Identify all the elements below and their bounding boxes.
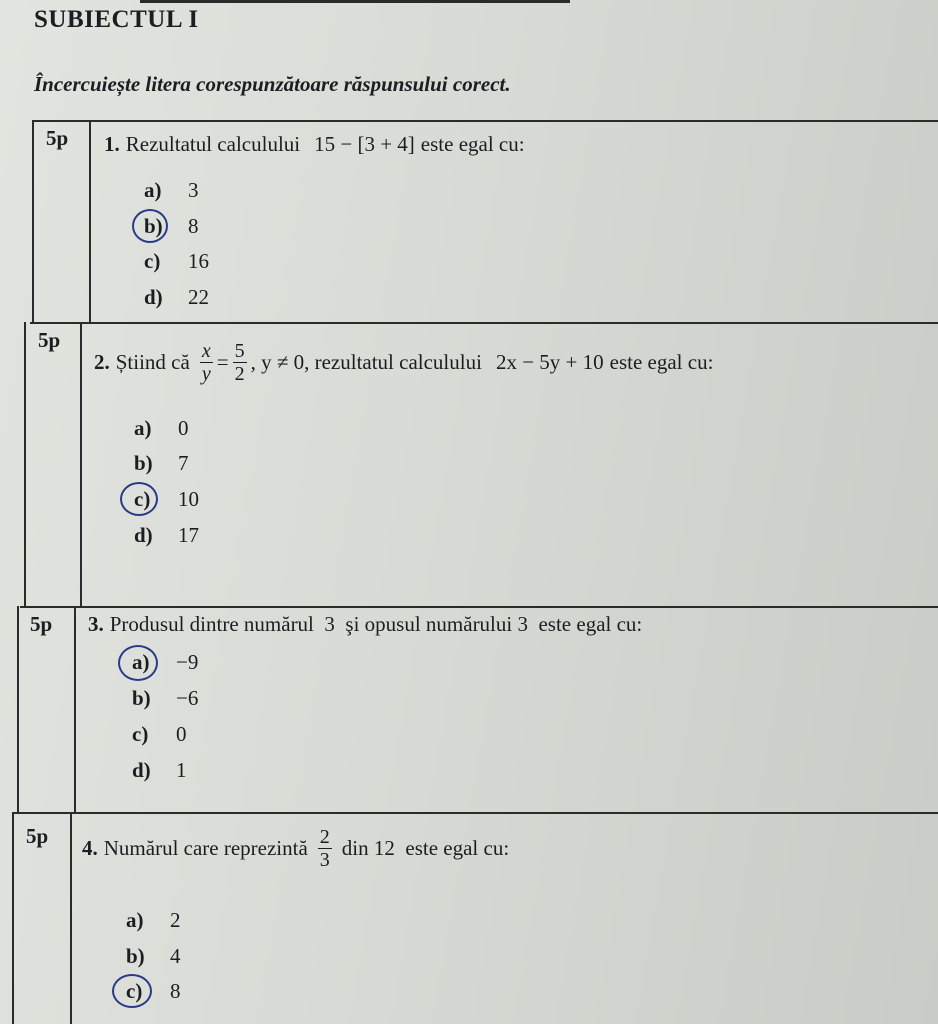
- option-value: 2: [170, 908, 181, 932]
- option-d[interactable]: [144, 285, 209, 310]
- option-letter: a): [132, 650, 150, 674]
- question-3: [88, 612, 642, 637]
- option-value: 1: [176, 758, 187, 782]
- math-expression: 15 − [3 + 4]: [314, 132, 415, 156]
- condition-text: , y ≠ 0: [250, 350, 305, 374]
- question-4: [82, 826, 509, 871]
- page-title: SUBIECTUL I: [34, 6, 199, 33]
- points-label: 5p: [38, 328, 61, 352]
- option-letter: c): [134, 487, 151, 511]
- fraction-denominator: 2: [234, 363, 245, 385]
- option-b[interactable]: [134, 451, 189, 476]
- points-label: 5p: [30, 612, 53, 636]
- points-label: 5p: [26, 824, 49, 848]
- question-number: 3.: [88, 612, 104, 636]
- answer-circle: [112, 974, 152, 1008]
- answer-circle: [120, 482, 158, 516]
- option-c[interactable]: [132, 722, 187, 747]
- option-letter: c): [132, 722, 149, 746]
- option-value: 4: [170, 944, 181, 968]
- question-1: [104, 132, 525, 157]
- option-letter: b): [132, 686, 151, 710]
- table-left-border: [24, 322, 26, 606]
- option-d[interactable]: [132, 758, 187, 783]
- option-d[interactable]: [134, 523, 199, 548]
- math-expression: 2x − 5y + 10: [495, 350, 604, 374]
- question-text: Rezultatul calculului: [125, 132, 301, 156]
- option-value: 7: [178, 451, 189, 475]
- option-letter: c): [144, 249, 161, 273]
- question-2: [94, 340, 713, 385]
- option-letter: a): [126, 908, 144, 932]
- option-a[interactable]: [126, 908, 181, 933]
- question-text: Știind că: [115, 350, 190, 374]
- option-letter: b): [144, 214, 163, 238]
- question-number: 1.: [104, 132, 120, 156]
- fraction-numerator: 2: [319, 826, 330, 848]
- points-column-divider: [70, 812, 72, 1024]
- option-letter: a): [134, 416, 152, 440]
- option-value: 17: [178, 523, 199, 547]
- question-text: , rezultatul calculului: [304, 350, 482, 374]
- fraction-2-over-3: [318, 826, 332, 871]
- option-value: −9: [176, 650, 199, 674]
- question-text: este egal cu:: [609, 350, 714, 374]
- table-left-border: [32, 120, 34, 322]
- option-value: 0: [178, 416, 189, 440]
- option-a[interactable]: [144, 178, 199, 203]
- fraction-numerator: 5: [234, 340, 245, 362]
- option-a[interactable]: [134, 416, 189, 441]
- option-value: 16: [188, 249, 209, 273]
- fraction-denominator: 3: [319, 849, 330, 871]
- question-number: 2.: [94, 350, 110, 374]
- option-letter: c): [126, 979, 143, 1003]
- points-column-divider: [74, 606, 76, 812]
- option-value: 8: [188, 214, 199, 238]
- question-text: Produsul dintre numărul 3 şi opusul numărului 3 este egal cu:: [109, 612, 643, 636]
- option-letter: d): [144, 285, 163, 309]
- question-text: Numărul care reprezintă: [103, 836, 308, 860]
- option-b[interactable]: [132, 686, 198, 711]
- option-value: 8: [170, 979, 181, 1003]
- points-column-divider: [89, 120, 91, 322]
- option-letter: d): [132, 758, 151, 782]
- question-number: 4.: [82, 836, 98, 860]
- option-b[interactable]: [126, 944, 181, 969]
- option-letter: a): [144, 178, 162, 202]
- equals-sign: =: [216, 350, 229, 374]
- fraction-numerator: x: [201, 340, 211, 362]
- question-text: este egal cu:: [420, 132, 525, 156]
- fraction-x-over-y: [200, 340, 213, 385]
- question-text: din 12 este egal cu:: [341, 836, 510, 860]
- table-left-border: [17, 606, 19, 812]
- points-label: 5p: [46, 126, 69, 150]
- option-letter: b): [134, 451, 153, 475]
- option-value: 3: [188, 178, 199, 202]
- table-left-border: [12, 812, 14, 1024]
- row-divider-2: [20, 606, 938, 608]
- answer-circle: [118, 645, 158, 681]
- option-value: −6: [176, 686, 199, 710]
- fraction-5-over-2: [233, 340, 247, 385]
- top-border-line: [140, 0, 570, 3]
- option-value: 0: [176, 722, 187, 746]
- answer-circle: [132, 209, 168, 243]
- points-column-divider: [80, 322, 82, 606]
- row-divider-3: [14, 812, 938, 814]
- instruction-text: Încercuiește litera corespunzătoare răspunsului corect.: [34, 72, 511, 96]
- table-top-border: [32, 120, 938, 122]
- option-letter: b): [126, 944, 145, 968]
- option-letter: d): [134, 523, 153, 547]
- option-value: 10: [178, 487, 199, 511]
- option-c[interactable]: [144, 249, 209, 274]
- row-divider-1: [30, 322, 938, 324]
- option-value: 22: [188, 285, 209, 309]
- fraction-denominator: y: [201, 363, 211, 385]
